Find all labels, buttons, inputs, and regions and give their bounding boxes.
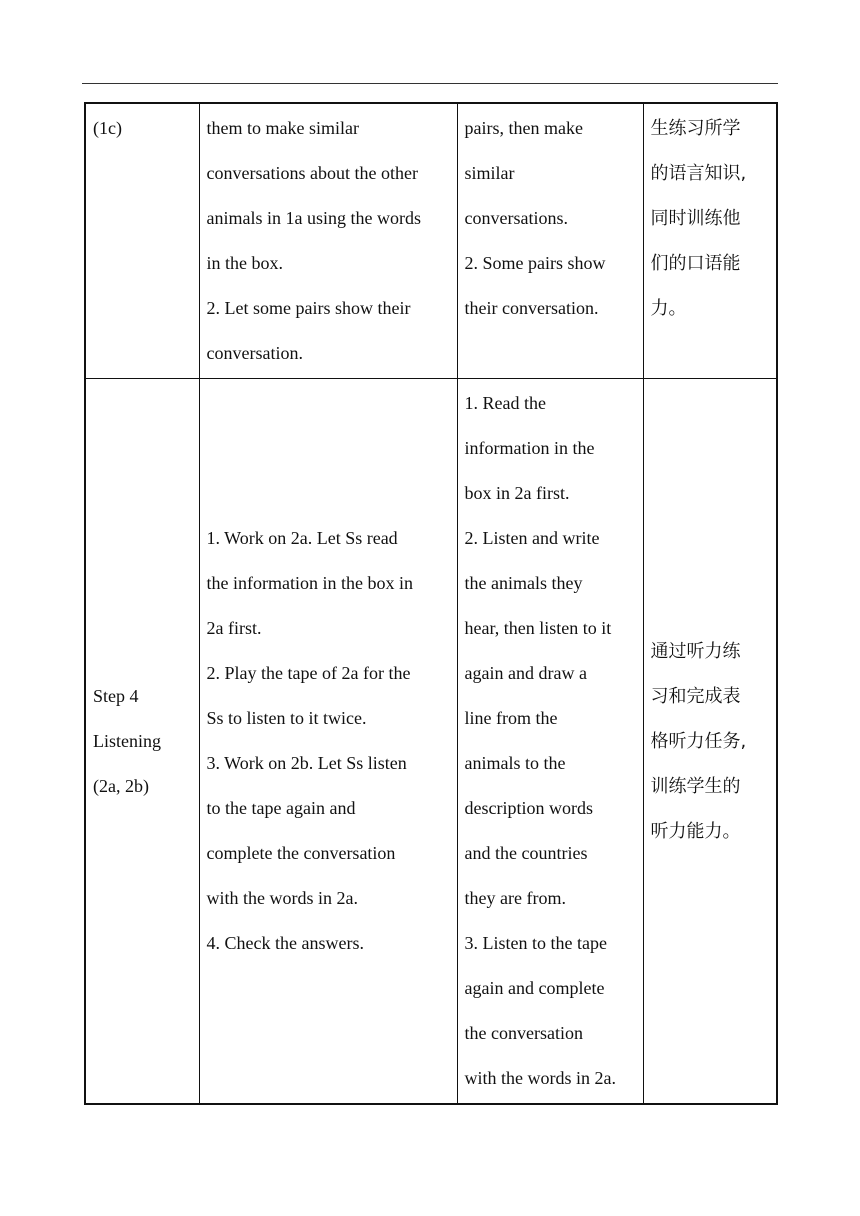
step-cell: [85, 379, 199, 1105]
teacher-line: Ss to listen to it twice.: [206, 708, 367, 728]
header-rule: [82, 83, 778, 84]
student-line: their conversation.: [464, 298, 599, 318]
student-line: the animals they: [464, 573, 583, 593]
teacher-line: with the words in 2a.: [206, 888, 358, 908]
purpose-cell: [643, 379, 777, 1105]
purpose-line: 听力能力。: [650, 820, 741, 842]
purpose-cell: [643, 103, 777, 379]
student-line: again and draw a: [464, 663, 587, 683]
teacher-line: to the tape again and: [206, 798, 356, 818]
student-line: 3. Listen to the tape: [464, 933, 607, 953]
teacher-line: in the box.: [206, 253, 283, 273]
step-line: (2a, 2b): [93, 775, 149, 796]
student-line: and the countries: [464, 843, 588, 863]
purpose-line: 的语言知识,: [650, 163, 747, 184]
teacher-line: animals in 1a using the words: [206, 208, 421, 228]
step-cell: [85, 103, 199, 379]
step-line: (1c): [93, 118, 122, 138]
teacher-line: 4. Check the answers.: [206, 933, 364, 953]
step-line: Listening: [93, 730, 161, 751]
student-activity-cell: [457, 379, 643, 1105]
student-line: pairs, then make: [464, 118, 583, 138]
table-row: [85, 103, 777, 379]
purpose-line: 生练习所学: [650, 118, 741, 139]
student-line: line from the: [464, 708, 558, 728]
table-row: [85, 379, 777, 1105]
teacher-activity-cell: [199, 103, 457, 379]
purpose-line: 同时训练他: [650, 208, 741, 229]
purpose-line: 通过听力练: [650, 640, 741, 662]
student-line: 1. Read the: [464, 393, 546, 413]
teacher-line: conversations about the other: [206, 163, 418, 183]
purpose-line: 格听力任务,: [650, 730, 747, 752]
purpose-line: 习和完成表: [650, 685, 741, 707]
lesson-plan-table: [84, 102, 778, 1105]
student-line: they are from.: [464, 888, 566, 908]
student-line: description words: [464, 798, 593, 818]
purpose-line: 力。: [650, 298, 687, 319]
step-line: Step 4: [93, 685, 139, 706]
purpose-line: 训练学生的: [650, 775, 741, 797]
teacher-line: 1. Work on 2a. Let Ss read: [206, 528, 398, 548]
teacher-line: 2a first.: [206, 618, 262, 638]
student-line: animals to the: [464, 753, 566, 773]
student-line: conversations.: [464, 208, 568, 228]
student-line: similar: [464, 163, 515, 183]
student-line: 2. Some pairs show: [464, 253, 606, 273]
teacher-line: 2. Play the tape of 2a for the: [206, 663, 411, 683]
student-line: with the words in 2a.: [464, 1068, 616, 1088]
student-line: information in the: [464, 438, 595, 458]
teacher-line: complete the conversation: [206, 843, 396, 863]
teacher-line: them to make similar: [206, 118, 359, 138]
teacher-line: the information in the box in: [206, 573, 413, 593]
purpose-line: 们的口语能: [650, 253, 741, 274]
teacher-activity-cell: [199, 379, 457, 1105]
student-line: the conversation: [464, 1023, 583, 1043]
student-line: 2. Listen and write: [464, 528, 600, 548]
student-line: box in 2a first.: [464, 483, 570, 503]
teacher-line: conversation.: [206, 343, 303, 363]
student-line: again and complete: [464, 978, 605, 998]
teacher-line: 2. Let some pairs show their: [206, 298, 411, 318]
student-activity-cell: [457, 103, 643, 379]
teacher-line: 3. Work on 2b. Let Ss listen: [206, 753, 407, 773]
student-line: hear, then listen to it: [464, 618, 612, 638]
